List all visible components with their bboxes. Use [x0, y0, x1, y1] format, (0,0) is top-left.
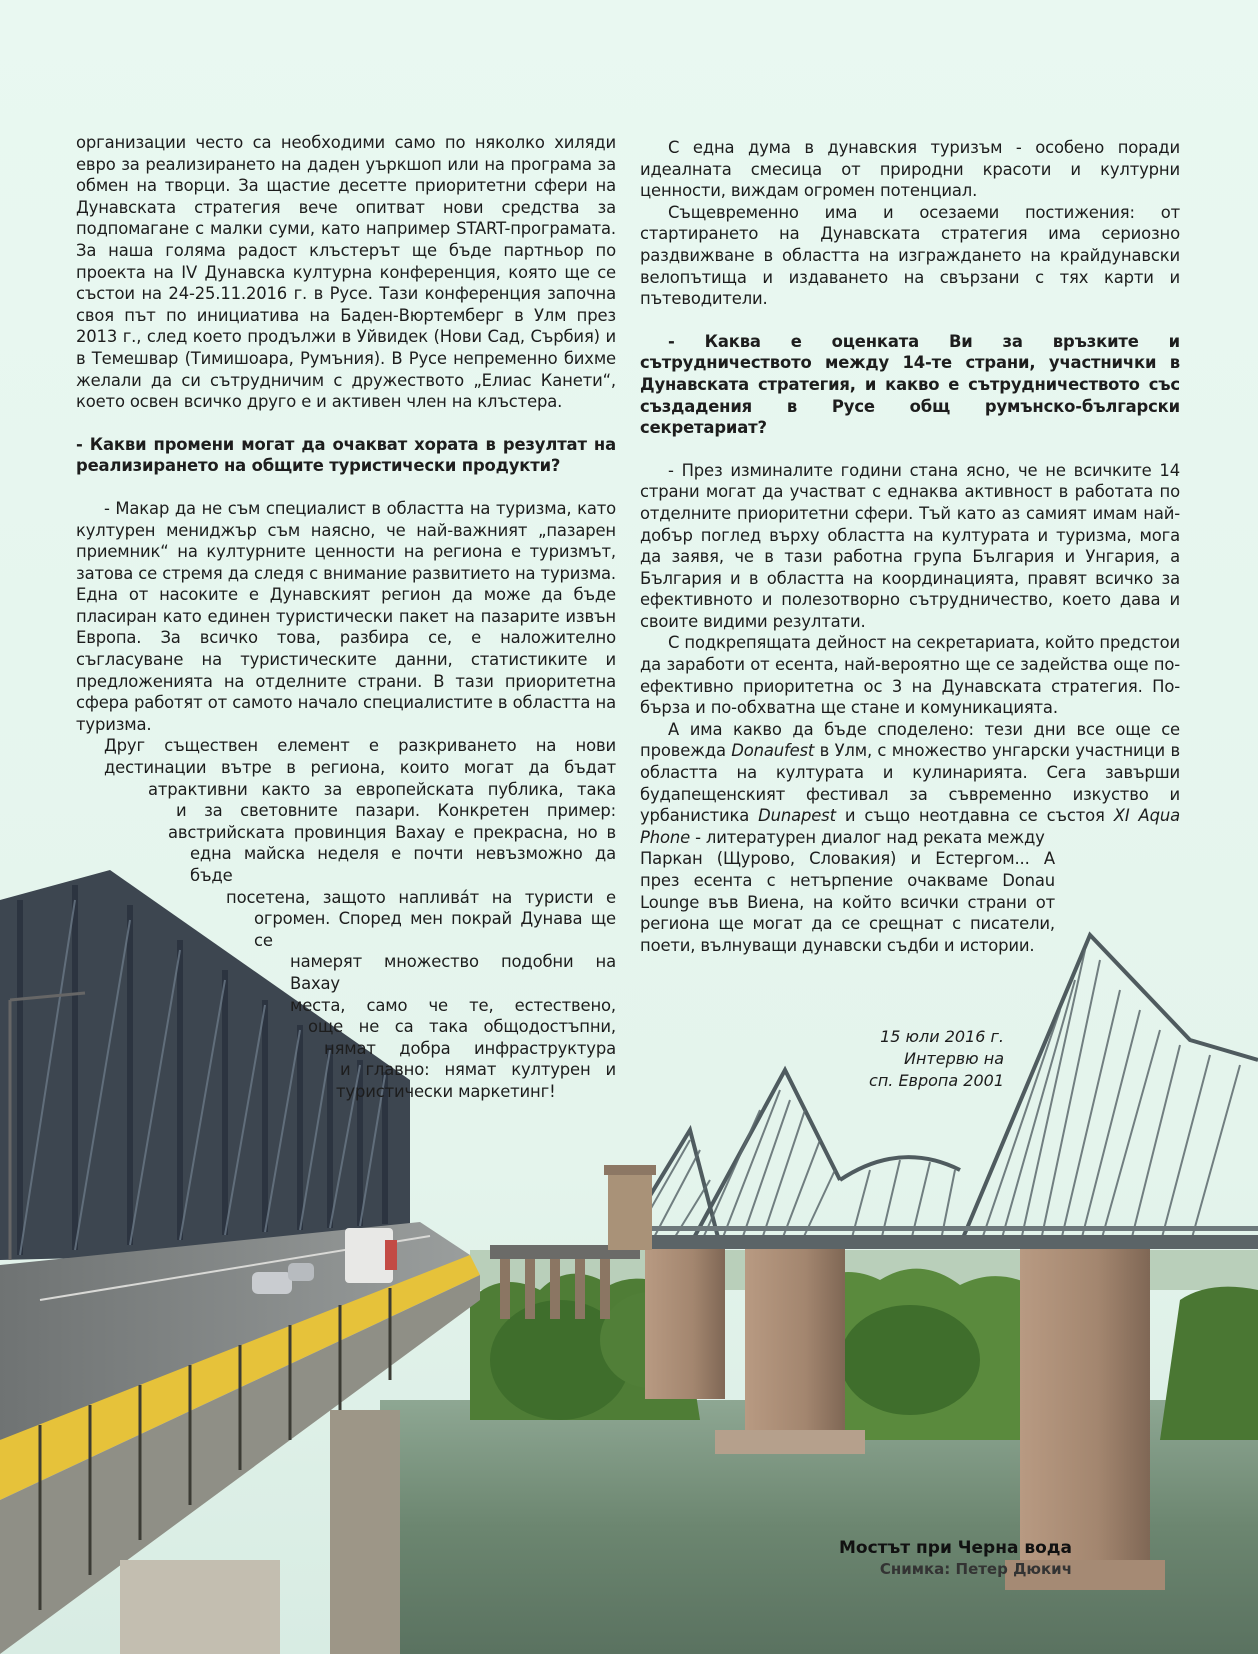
- left-p3-line: нямат добра инфраструктура: [324, 1038, 616, 1058]
- left-p3-line: и главно: нямат културен и: [340, 1060, 616, 1080]
- festival-name: XI Aqua Phone: [640, 806, 1180, 847]
- right-column: [640, 137, 1180, 956]
- signature-line: сп. Европа 2001: [869, 1071, 1004, 1090]
- left-column: [76, 132, 616, 1103]
- right-p5-line: региона ще могат да се срещнат с писатели,: [640, 914, 1055, 934]
- festival-name: Dunapest: [758, 806, 836, 826]
- left-p3-line: австрийската провинция Вахау е прекрасна, но в: [168, 822, 616, 842]
- right-p5-text: - литературен диалог над реката между: [690, 827, 1045, 847]
- left-p3-line: Друг съществен елемент е разкриването на нови: [104, 736, 616, 756]
- right-p5-text: и също неотдавна се състоя: [835, 806, 1114, 826]
- right-paragraph-1: С една дума в дунавския туризъм - особено поради идеалната смесица от природни красоти и културни ценности, виждам огромен потенциал.: [640, 138, 1180, 201]
- right-paragraph-5-wrap: [640, 848, 1055, 956]
- right-paragraph-4: С подкрепящата дейност на секретариата, който предстои да заработи от есента, най-вероятно ще се задейства още по-ефективно приоритетна ос 3 на Дунавската стратегия. По-бърза и по-обхватна ще стане и комуникацията.: [640, 633, 1180, 718]
- signature: [860, 1026, 1004, 1092]
- left-p3-line: туристически маркетинг!: [336, 1081, 556, 1101]
- signature-date: 15 юли 2016 г.: [880, 1027, 1004, 1046]
- right-p5-line: Паркан (Щурово, Словакия) и Естергом... А: [640, 849, 1055, 869]
- left-paragraph-2: - Макар да не съм специалист в областта на туризма, като културен мениджър съм наясно, че най-важният „пазарен приемник“ на културните ценности на региона е туризмът, затова се стремя да следя с внимание развитието на туризма. Една от насоките е Дунавският регион да може да бъде пласиран като единен туристически пакет на пазарите извън Европа. За всичко това, разбира се, е наложително съгласуване на туристическите данни, статистиките и предложенията на отделните страни. В тази приоритетна сфера работят от самото начало специалистите в областта на туризма.: [76, 498, 616, 734]
- photo-caption: [780, 1537, 1072, 1579]
- right-paragraph-5: [640, 719, 1180, 849]
- right-p5-line: поети, вълнуващи дунавски съдби и истории.: [640, 935, 1035, 955]
- left-paragraph-1: организации често са необходими само по няколко хиляди евро за реализирането на даден уъркшоп или на програма за обмен на творци. За щастие десетте приоритетни сфери на Дунавската стратегия вече опитват нови средства за подпомагане с малки суми, като например START-програмата. За наша голяма радост клъстерът ще бъде партньор по проекта на IV Дунавска културна конференция, която ще се състои на 24-25.11.2016 г. в Русе. Тази конференция започна своя път по инициатива на Баден-Вюртемберг в Улм през 2013 г., след което продължи в Уйвидек (Нови Сад, Сърбия) и в Темешвар (Тимишоара, Румъния). В Русе непременно бихме желали да си сътрудничим с дружеството „Елиас Канети“, което освен всичко друго е и активен член на клъстера.: [76, 133, 616, 412]
- right-p5-line: през есента с нетърпение очакваме Donau: [640, 871, 1055, 890]
- right-p5-line: Lounge във Виена, на който всички страни от: [640, 892, 1055, 912]
- left-p3-line: посетена, защото наплива́т на туристи е: [226, 887, 616, 907]
- right-p5-text: А има какво да бъде споделено: тези дни все още се провежда: [640, 719, 1180, 761]
- left-p3-line: и за световните пазари. Конкретен пример:: [176, 801, 616, 821]
- festival-name: Donaufest: [731, 741, 815, 761]
- left-p3-line: намерят множество подобни на Вахау: [290, 952, 616, 993]
- right-p5-text: в Улм, с множество унгарски участници в областта на културата и кулинарията. Сега завърши будапещенският фестивал за съвременно изкуство и урбанистика: [640, 741, 1180, 826]
- left-p3-line: една майска неделя е почти невъзможно да бъде: [190, 844, 616, 885]
- left-p3-line: огромен. Според мен покрай Дунава ще се: [254, 909, 616, 950]
- right-paragraph-3: - През изминалите години стана ясно, че не всичките 14 страни могат да участват с еднаква активност в работата по отделните приоритетни сфери. Тъй като аз самият имам най-добър поглед върху областта на културата и туризма, мога да заявя, че в тази работна група България и Унгария, а България и в областта на координацията, правят всичко за ефективното и полезотворно сътрудничество, което дава и своите видими резултати.: [640, 460, 1180, 631]
- signature-line: Интервю на: [904, 1049, 1004, 1068]
- left-p3-line: дестинации вътре в региона, които могат да бъдат: [104, 758, 616, 778]
- left-paragraph-3: [104, 735, 616, 1102]
- caption-credit: Снимка: Петер Дюкич: [879, 1560, 1072, 1578]
- left-p3-line: още не са така общодостъпни,: [308, 1017, 616, 1037]
- caption-title: Мостът при Черна вода: [838, 1538, 1072, 1558]
- left-p3-line: места, само че те, естествено,: [290, 995, 616, 1015]
- right-paragraph-2: Същевременно има и осезаеми постижения: от стартирането на Дунавската стратегия има сериозно раздвижване в областта на изграждането на крайдунавски велопътища и издаването на свързани с тях карти и пътеводители.: [640, 202, 1180, 309]
- right-question: - Каква е оценката Ви за връзките и сътрудничеството между 14-те страни, участнички в Дунавската стратегия, и какво е сътрудничеството със създадения в Русе общ румънско-български секретариат?: [640, 331, 1180, 438]
- left-question: - Какви промени могат да очакват хората в резултат на реализирането на общите туристически продукти?: [76, 434, 616, 476]
- left-p3-line: атрактивни както за европейската публика, така: [148, 779, 616, 799]
